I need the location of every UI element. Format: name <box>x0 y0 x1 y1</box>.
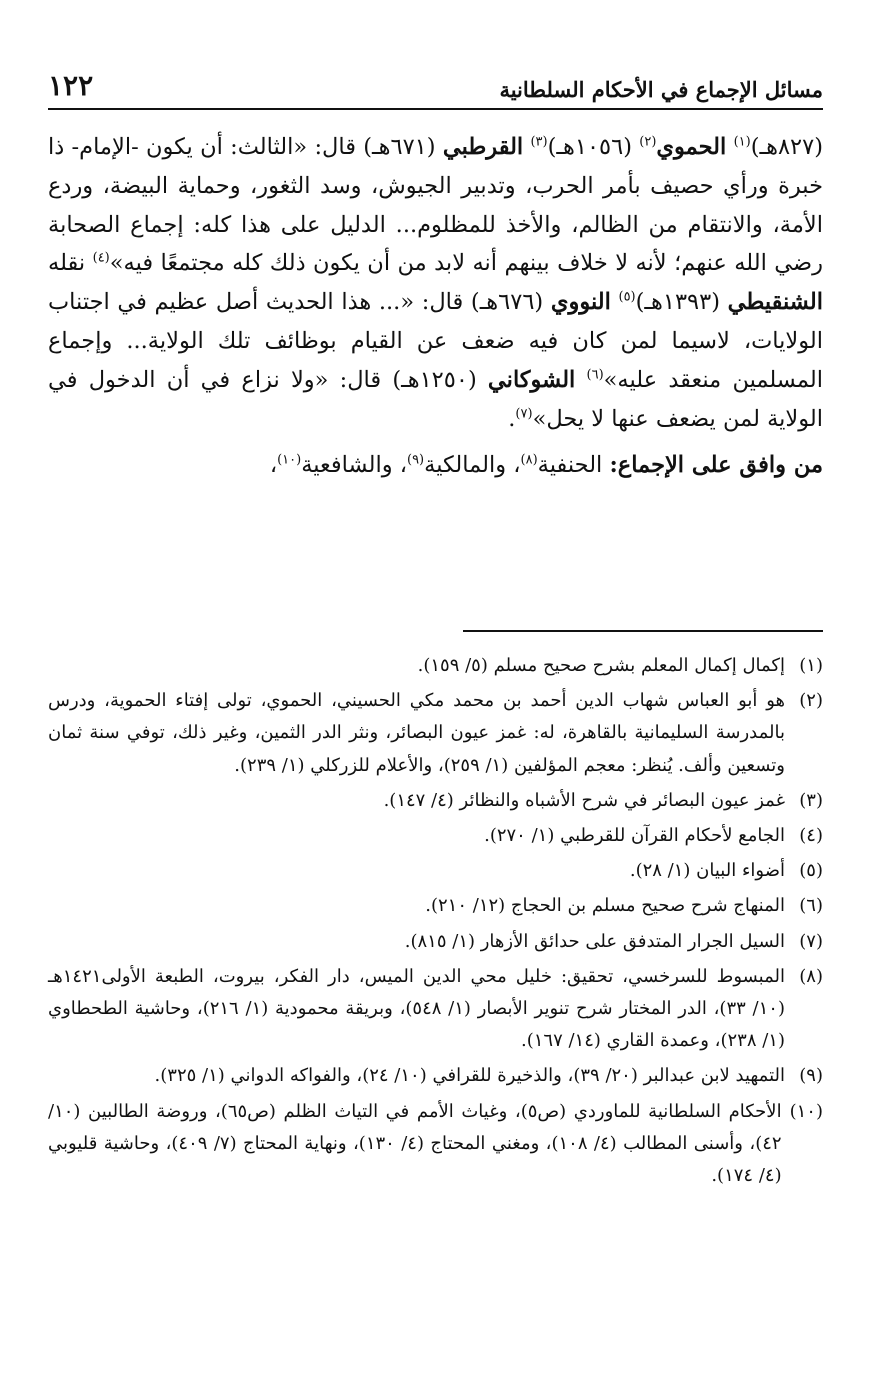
footnote-ref[interactable]: (١٠) <box>277 452 302 468</box>
text-run: الحنفية <box>537 452 610 479</box>
footnote-text: السيل الجرار المتدفق على حدائق الأزهار (١/ ٨١٥). <box>404 930 785 952</box>
footnote-text: الأحكام السلطانية للماوردي (ص٥)، وغياث الأمم في التياث الظلم (ص٦٥)، وروضة الطالبين (١٠/ ٤٢)، وأسنى المطالب (٤/ ١٠٨)، ومغني المحتاج (٤/ ١٣٠)، ونهاية المحتاج (٧/ ٤٠٩)، وحاشية قليوبي (٤/ ١٧٤). <box>48 1100 782 1187</box>
footnote-text: الجامع لأحكام القرآن للقرطبي (١/ ٢٧٠). <box>484 825 785 847</box>
footnote-ref[interactable]: (٣) <box>530 134 548 150</box>
page-number: ١٢٢ <box>48 69 94 102</box>
footnote <box>48 890 823 922</box>
footnote-number: (٣) <box>799 789 823 811</box>
footnote-number: (٥) <box>799 860 823 882</box>
footnote-ref[interactable]: (٦) <box>586 367 604 383</box>
footnote-number: (٩) <box>799 1065 823 1087</box>
text-run: . <box>508 405 516 432</box>
footnote <box>48 685 823 782</box>
text-run <box>726 134 733 160</box>
footnote-ref[interactable]: (٩) <box>406 452 425 468</box>
footnote-number: (٤) <box>799 825 823 847</box>
footnote-number: (١) <box>799 655 823 676</box>
text-run: (١٣٩٣هـ) <box>635 289 728 316</box>
section-lead: من وافق على الإجماع: <box>609 452 823 479</box>
footnote-text: هو أبو العباس شهاب الدين أحمد بن محمد مكي الحسيني، الحموي، تولى إفتاء الحموية، ودرس بالمدرسة السليمانية بالقاهرة، له: غمز عيون البصائر، ونثر الدر الثمين، وغير ذلك، توفي سنة ثمان وتسعين وألف. يُنظر: معجم المؤلفين (١/ ٢٥٩)، والأعلام للزركلي (١/ ٢٣٩). <box>48 690 785 776</box>
footnote-divider <box>463 630 823 632</box>
footnote-number: (٧) <box>799 930 823 952</box>
text-run: ، <box>269 452 278 479</box>
text-run: ، والمالكية <box>424 452 521 479</box>
footnote-text: المبسوط للسرخسي، تحقيق: خليل محي الدين الميس، دار الفكر، بيروت، الطبعة الأولى١٤٢١هـ (١٠/ ٣٣)، الدر المختار شرح تنوير الأبصار (١/ ٥٤٨)، وبريقة محمودية (١/ ٢١٦)، وحاشية الطحطاوي (١/ ٢٣٨)، وعمدة القاري (١٤/ ١٦٧). <box>48 965 785 1052</box>
footnote-text: المنهاج شرح صحيح مسلم بن الحجاج (١٢/ ٢١٠). <box>425 895 785 917</box>
text-run: (١٠٥٦هـ) <box>547 134 640 160</box>
main-text <box>48 128 823 485</box>
scholar-name: الشنقيطي <box>727 289 823 316</box>
footnote-ref[interactable]: (٥) <box>618 289 636 305</box>
footnote-number: (٨) <box>799 965 823 987</box>
scholar-name: القرطبي <box>442 134 524 160</box>
text-run: ، والشافعية <box>301 452 407 479</box>
text-run <box>575 367 586 393</box>
footnote <box>48 650 823 682</box>
footnotes <box>48 650 823 1195</box>
footnote-text: إكمال إكمال المعلم بشرح صحيح مسلم (٥/ ١٥٩). <box>417 655 785 676</box>
text-run: (٨٢٧هـ) <box>750 134 823 160</box>
footnote-text: أضواء البيان (١/ ٢٨). <box>629 860 785 882</box>
scholar-name: الشوكاني <box>487 366 576 393</box>
footnote <box>48 1096 823 1193</box>
footnote <box>48 1060 823 1092</box>
footnote-ref[interactable]: (١) <box>733 134 751 150</box>
paragraph-agreeing-schools <box>48 446 823 485</box>
footnote-text: غمز عيون البصائر في شرح الأشباه والنظائر (٤/ ١٤٧). <box>383 789 785 811</box>
footnote-number: (٢) <box>799 690 823 712</box>
text-run: نقله <box>48 250 93 277</box>
footnote <box>48 961 823 1058</box>
text-run: (٦٧٦هـ) قال: «... هذا الحديث أصل عظيم في اجتناب الولايات، لاسيما لمن كان فيه ضعف عن القيام بوظائف تلك الولاية... وإجماع المسلمين منعقد عليه» <box>48 289 823 393</box>
running-title: مسائل الإجماع في الأحكام السلطانية <box>499 77 823 102</box>
footnote <box>48 855 823 887</box>
footnote <box>48 785 823 817</box>
scholar-name: النووي <box>550 289 611 316</box>
footnote-ref[interactable]: (٧) <box>515 406 533 422</box>
footnote <box>48 926 823 958</box>
footnote <box>48 820 823 852</box>
text-run: (٦٧١هـ) قال: «الثالث: أن يكون -الإمام- ذا خبرة ورأي حصيف بأمر الحرب، وتدبير الجيوش، وسد الثغور، وحماية البيضة، وردع الأمة، والانتقام من الظالم، والأخذ للمظلوم... الدليل على هذا كله: إجماع الصحابة رضي الله عنهم؛ لأنه لا خلاف بينهم أنه لابد من أن يكون ذلك كله مجتمعًا فيه» <box>48 134 824 277</box>
footnote-number: (١٠) <box>789 1100 823 1122</box>
footnote-ref[interactable]: (٤) <box>92 250 110 266</box>
footnote-ref[interactable]: (٨) <box>520 452 538 468</box>
scholar-name: الحموي <box>656 134 727 160</box>
page-header <box>48 58 823 110</box>
footnote-number: (٦) <box>799 895 823 917</box>
footnote-text: التمهيد لابن عبدالبر (٢٠/ ٣٩)، والذخيرة للقرافي (١٠/ ٢٤)، والفواكه الدواني (١/ ٣٢٥). <box>154 1065 785 1087</box>
text-run: (١٢٥٠هـ) قال: «ولا نزاع في أن الدخول في الولاية لمن يضعف عنها لا يحل» <box>48 366 823 432</box>
paragraph-consensus-quotes <box>48 128 823 438</box>
footnote-ref[interactable]: (٢) <box>639 134 657 150</box>
